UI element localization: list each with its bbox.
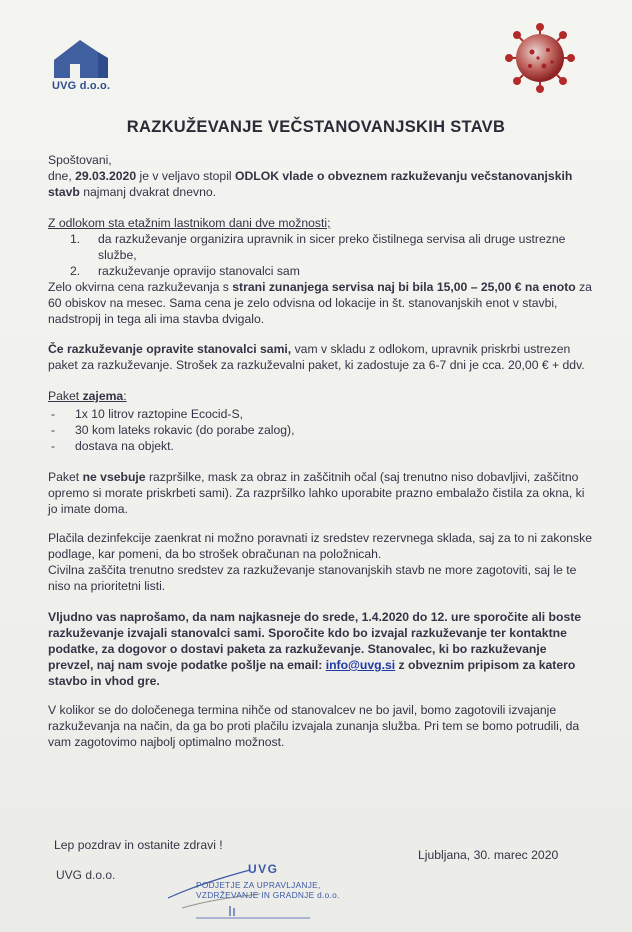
letter-body: [48, 152, 593, 750]
closing-greeting: Lep pozdrav in ostanite zdravi !: [54, 838, 223, 852]
logo-doo-text: d.o.o.: [79, 80, 111, 92]
package-heading: [48, 388, 593, 404]
list-number: 2.: [70, 264, 81, 278]
stamp-line-2: VZDRŽEVANJE IN GRADNJE d.o.o.: [196, 890, 340, 900]
signature-company: UVG d.o.o.: [56, 868, 116, 882]
salutation: Spoštovani,: [48, 153, 112, 167]
decree-name: ODLOK vlade o obveznem razkuževanju večstanovanjskih stavb: [48, 169, 573, 199]
decree-text-end: najmanj dvakrat dnevno.: [79, 185, 217, 199]
request-paragraph: [48, 609, 593, 689]
list-item: [48, 438, 593, 454]
list-item: [48, 231, 593, 263]
excludes-text-end: razpršilke, mask za obraz in zaščitnih očal (saj trenutno niso dobavljivi, zaščitno opremo si morate priskrbeti sami). Za razpršilko lahko uporabite prazno embalažo čistila za okna, ki jo imate doma.: [48, 470, 585, 516]
decree-paragraph: [48, 168, 593, 200]
decree-text-mid: je v veljavo stopil: [136, 169, 236, 183]
coronavirus-icon: [504, 22, 576, 94]
package-list: [48, 406, 593, 454]
company-logo-text: [52, 80, 110, 92]
package-heading-a: Paket: [48, 389, 83, 403]
list-item: [48, 263, 593, 279]
self-disinfection-bold: Če razkuževanje opravite stanovalci sami,: [48, 342, 292, 356]
self-disinfection-paragraph: [48, 341, 593, 373]
excludes-paragraph: [48, 469, 593, 517]
excludes-text-start: Paket: [48, 470, 83, 484]
list-dash: -: [51, 439, 56, 453]
list-text: da razkuževanje organizira upravnik in sicer preko čistilnega servisa ali druge ustrezne službe,: [98, 232, 566, 262]
list-dash: -: [51, 423, 56, 437]
package-heading-b: zajema: [82, 389, 124, 403]
list-text: 30 kom lateks rokavic (do porabe zalog),: [75, 423, 295, 437]
stamp-line-1: PODJETJE ZA UPRAVLJANJE,: [196, 880, 321, 890]
list-item: [48, 422, 593, 438]
list-number: 1.: [70, 232, 81, 246]
list-text: dostava na objekt.: [75, 439, 174, 453]
excludes-bold: ne vsebuje: [82, 470, 146, 484]
price-text-start: Zelo okvirna cena razkuževanja s: [48, 280, 233, 294]
email-link[interactable]: info@uvg.si: [325, 658, 396, 672]
list-text: razkuževanje opravijo stanovalci sam: [98, 264, 300, 278]
stamp-title: UVG: [248, 862, 279, 876]
list-dash: -: [51, 407, 56, 421]
options-list: [48, 231, 593, 279]
request-text-end: z obveznim pripisom za katero stavbo in vhod gre.: [48, 658, 576, 688]
price-paragraph: [48, 279, 593, 327]
package-heading-c: :: [123, 389, 127, 403]
fallback-paragraph: V kolikor se do določenega termina nihče od stanovalcev ne bo javil, bomo zagotovili izvajanje razkuževanja na način, da ga bo proti plačilu izvajala zunanja služba. Pri tem se bomo potrudili, da vam zagotovimo najbolj optimalno možnost.: [48, 703, 580, 749]
civil-protection-paragraph: Civilna zaščita trenutno sredstev za razkuževanje stanovanjskih stavb ne more zagotoviti, saj le te niso na prioritetni listi.: [48, 563, 577, 593]
request-text-start: Vljudno vas naprošamo, da nam najkasneje do srede, 1.4.2020 do 12. ure sporočite ali boste razkuževanje izvajali stanovalci sami. Sporočite kdo bo izvajal razkuževanje ter kontaktne podatke, za dogovor o dostavi paketa za razkuževanje. Stanovalec, ki bo razkuževanje prevzel, naj nam svoje podatke pošlje na email:: [48, 610, 582, 672]
decree-date: 29.03.2020: [75, 169, 137, 183]
self-disinfection-text: vam v skladu z odlokom, upravnik priskrbi ustrezen paket za razkuževanje. Strošek za razkuževalni paket, ki zadostuje za 6-7 dni je cca. 20,00 € + ddv.: [48, 342, 585, 372]
logo-uvg-text: UVG: [52, 80, 77, 92]
options-heading: Z odlokom sta etažnim lastnikom dani dve možnosti;: [48, 216, 331, 230]
list-text: 1x 10 litrov raztopine Ecocid-S,: [75, 407, 243, 421]
price-text-end: za 60 obiskov na mesec. Sama cena je zelo odvisna od lokacije in št. stanovanjskih enot v stavbi, nadstropij in tega ali ima stavba dvigalo.: [48, 280, 592, 326]
list-item: [48, 406, 593, 422]
decree-text-start: dne,: [48, 169, 76, 183]
document-title: RAZKUŽEVANJE VEČSTANOVANJSKIH STAVB: [126, 118, 506, 136]
price-highlight: strani zunanjega servisa naj bi bila 15,00 – 25,00 € na enoto: [232, 280, 576, 294]
payment-paragraph: Plačila dezinfekcije zaenkrat ni možno poravnati iz sredstev rezervnega sklada, saj za to ni zakonske podlage, kar pomeni, da bo strošek obračunan na položnicah.: [48, 531, 592, 561]
place-and-date: Ljubljana, 30. marec 2020: [418, 848, 559, 862]
